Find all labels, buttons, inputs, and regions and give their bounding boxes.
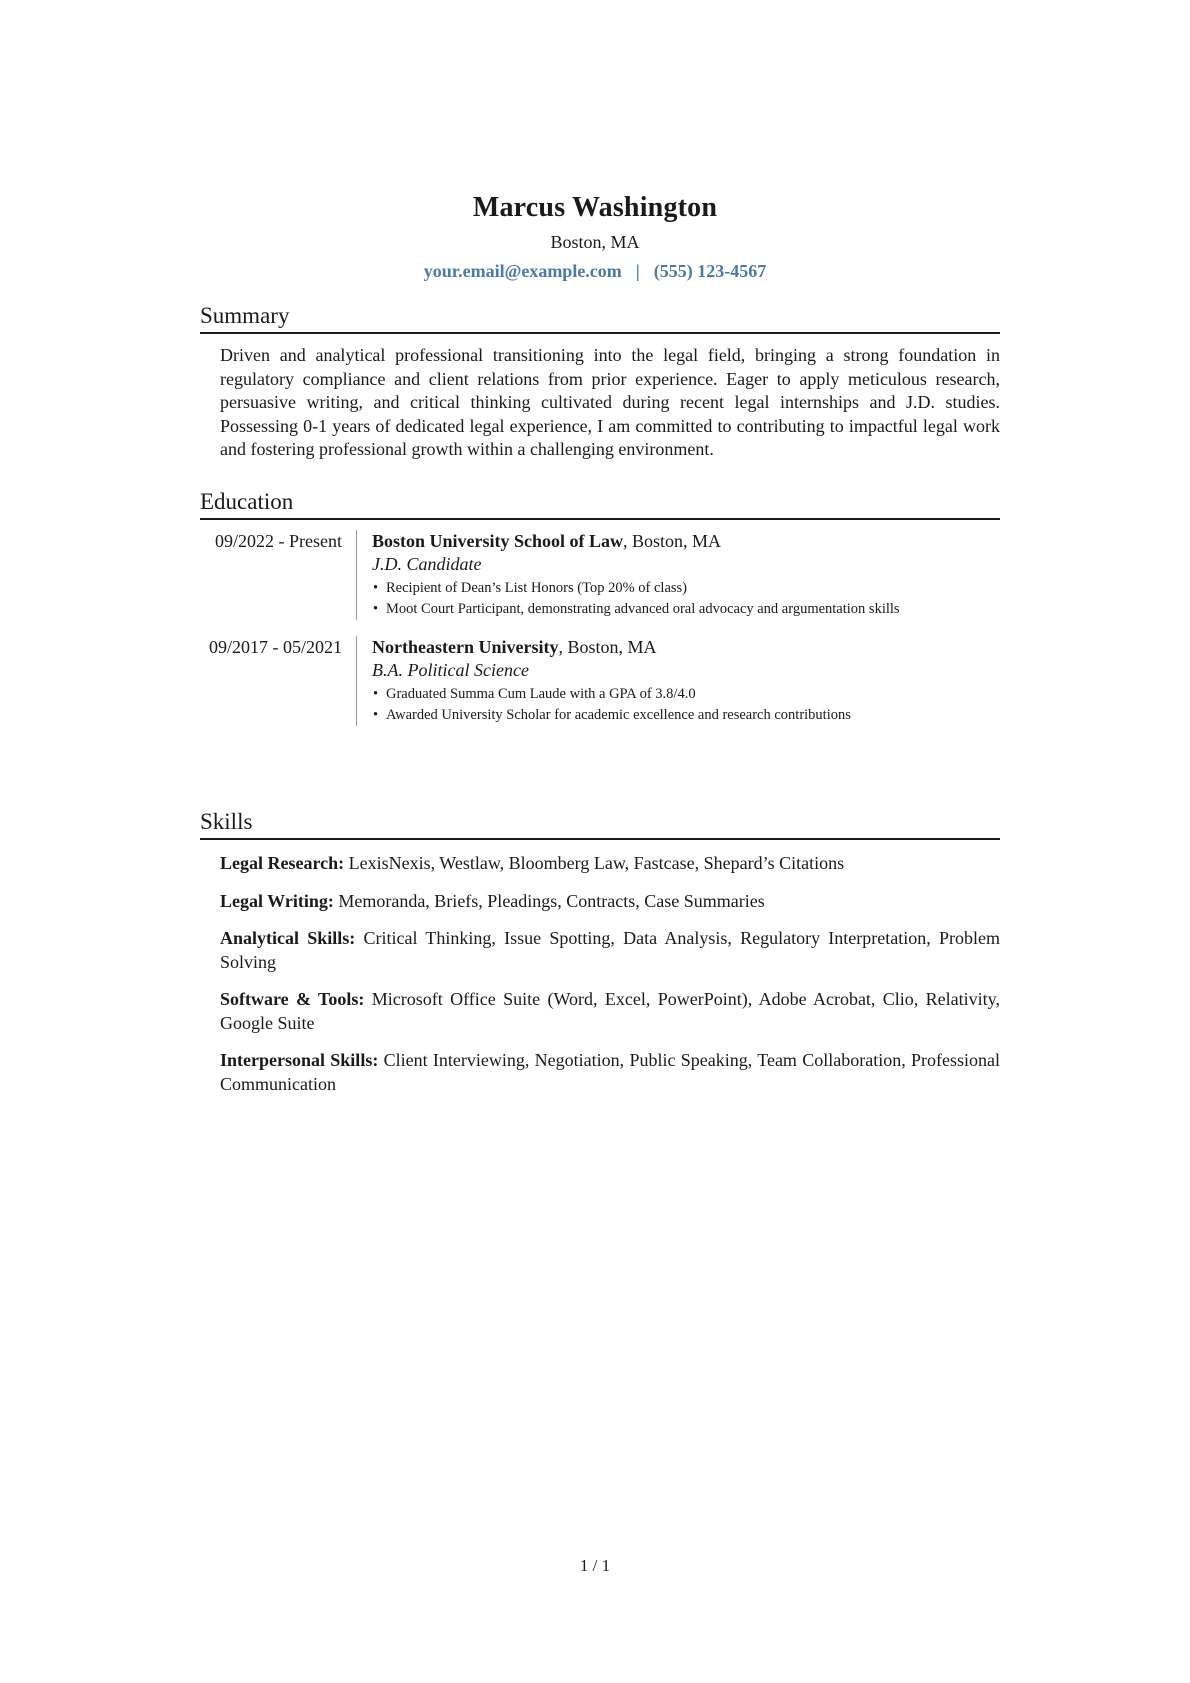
bullet-icon: •: [373, 686, 379, 702]
education-bullet: • Graduated Summa Cum Laude with a GPA of 3.8/4.0: [372, 684, 1000, 705]
section-title-skills: Skills: [200, 808, 1000, 840]
institution-name: Northeastern University: [372, 637, 559, 657]
summary-text: Driven and analytical professional transitioning into the legal field, bringing a strong foundation in regulatory compliance and client relations from prior experience. Eager to apply meticulous research, persuasive writing, and critical thinking cultivated during recent legal internships and J.D. studies. Possessing 0-1 years of dedicated legal experience, I am committed to contributing to impactful legal work and fostering professional growth within a challenging environment.: [220, 345, 1000, 459]
skills-section: [200, 808, 1000, 1110]
contact-separator: |: [635, 261, 640, 281]
phone-link[interactable]: (555) 123-4567: [653, 261, 767, 281]
skill-item: [220, 890, 1000, 914]
skill-item: [220, 852, 1000, 876]
candidate-location: Boston, MA: [550, 232, 640, 252]
institution-location: , Boston, MA: [558, 637, 657, 657]
education-bullet: • Recipient of Dean’s List Honors (Top 20% of class): [372, 578, 1000, 599]
institution-name: Boston University School of Law: [372, 531, 624, 551]
education-details: [357, 636, 1000, 726]
summary-section: [200, 302, 1000, 462]
education-date: 09/2017 - 05/2021: [200, 636, 357, 726]
email-link[interactable]: your.email@example.com: [423, 261, 622, 281]
skill-item: [220, 1049, 1000, 1096]
education-details: [357, 530, 1000, 620]
candidate-name: Marcus Washington: [472, 192, 718, 223]
education-bullet: • Moot Court Participant, demonstrating advanced oral advocacy and argumentation skills: [372, 599, 1000, 620]
skill-value: LexisNexis, Westlaw, Bloomberg Law, Fastcase, Shepard’s Citations: [344, 853, 845, 873]
education-bullets: [372, 578, 1000, 620]
skill-value: Microsoft Office Suite (Word, Excel, PowerPoint), Adobe Acrobat, Clio, Relativity, Google Suite: [220, 989, 1000, 1033]
education-entry: [200, 530, 1000, 620]
education-title: [372, 636, 1000, 659]
resume-header: [0, 190, 1190, 283]
education-entry: [200, 636, 1000, 726]
education-title: [372, 530, 1000, 553]
skill-value: Memoranda, Briefs, Pleadings, Contracts, Case Summaries: [333, 890, 765, 911]
skill-value: Critical Thinking, Issue Spotting, Data Analysis, Regulatory Interpretation, Problem Solving: [220, 928, 1000, 972]
page-indicator: 1 / 1: [579, 1556, 611, 1575]
education-section: [200, 488, 1000, 726]
degree: J.D. Candidate: [372, 554, 482, 574]
section-title-education: Education: [200, 488, 1000, 520]
bullet-icon: •: [373, 580, 379, 596]
education-date: 09/2022 - Present: [200, 530, 357, 620]
degree: B.A. Political Science: [372, 660, 529, 680]
education-bullet: • Awarded University Scholar for academic excellence and research contributions: [372, 705, 1000, 726]
section-title-summary: Summary: [200, 302, 1000, 334]
contact-line: [0, 259, 1190, 283]
skill-label: Software & Tools:: [220, 989, 365, 1009]
institution-location: , Boston, MA: [623, 531, 722, 551]
skill-label: Legal Research:: [220, 853, 345, 873]
education-bullets: [372, 684, 1000, 726]
skill-label: Legal Writing:: [220, 890, 334, 911]
skill-label: Analytical Skills:: [220, 928, 356, 948]
bullet-icon: •: [373, 707, 379, 723]
skill-item: [220, 988, 1000, 1035]
skill-value: Client Interviewing, Negotiation, Public Speaking, Team Collaboration, Professional Communication: [220, 1050, 1000, 1094]
skill-label: Interpersonal Skills:: [220, 1050, 379, 1070]
bullet-icon: •: [373, 601, 379, 617]
skill-item: [220, 927, 1000, 974]
